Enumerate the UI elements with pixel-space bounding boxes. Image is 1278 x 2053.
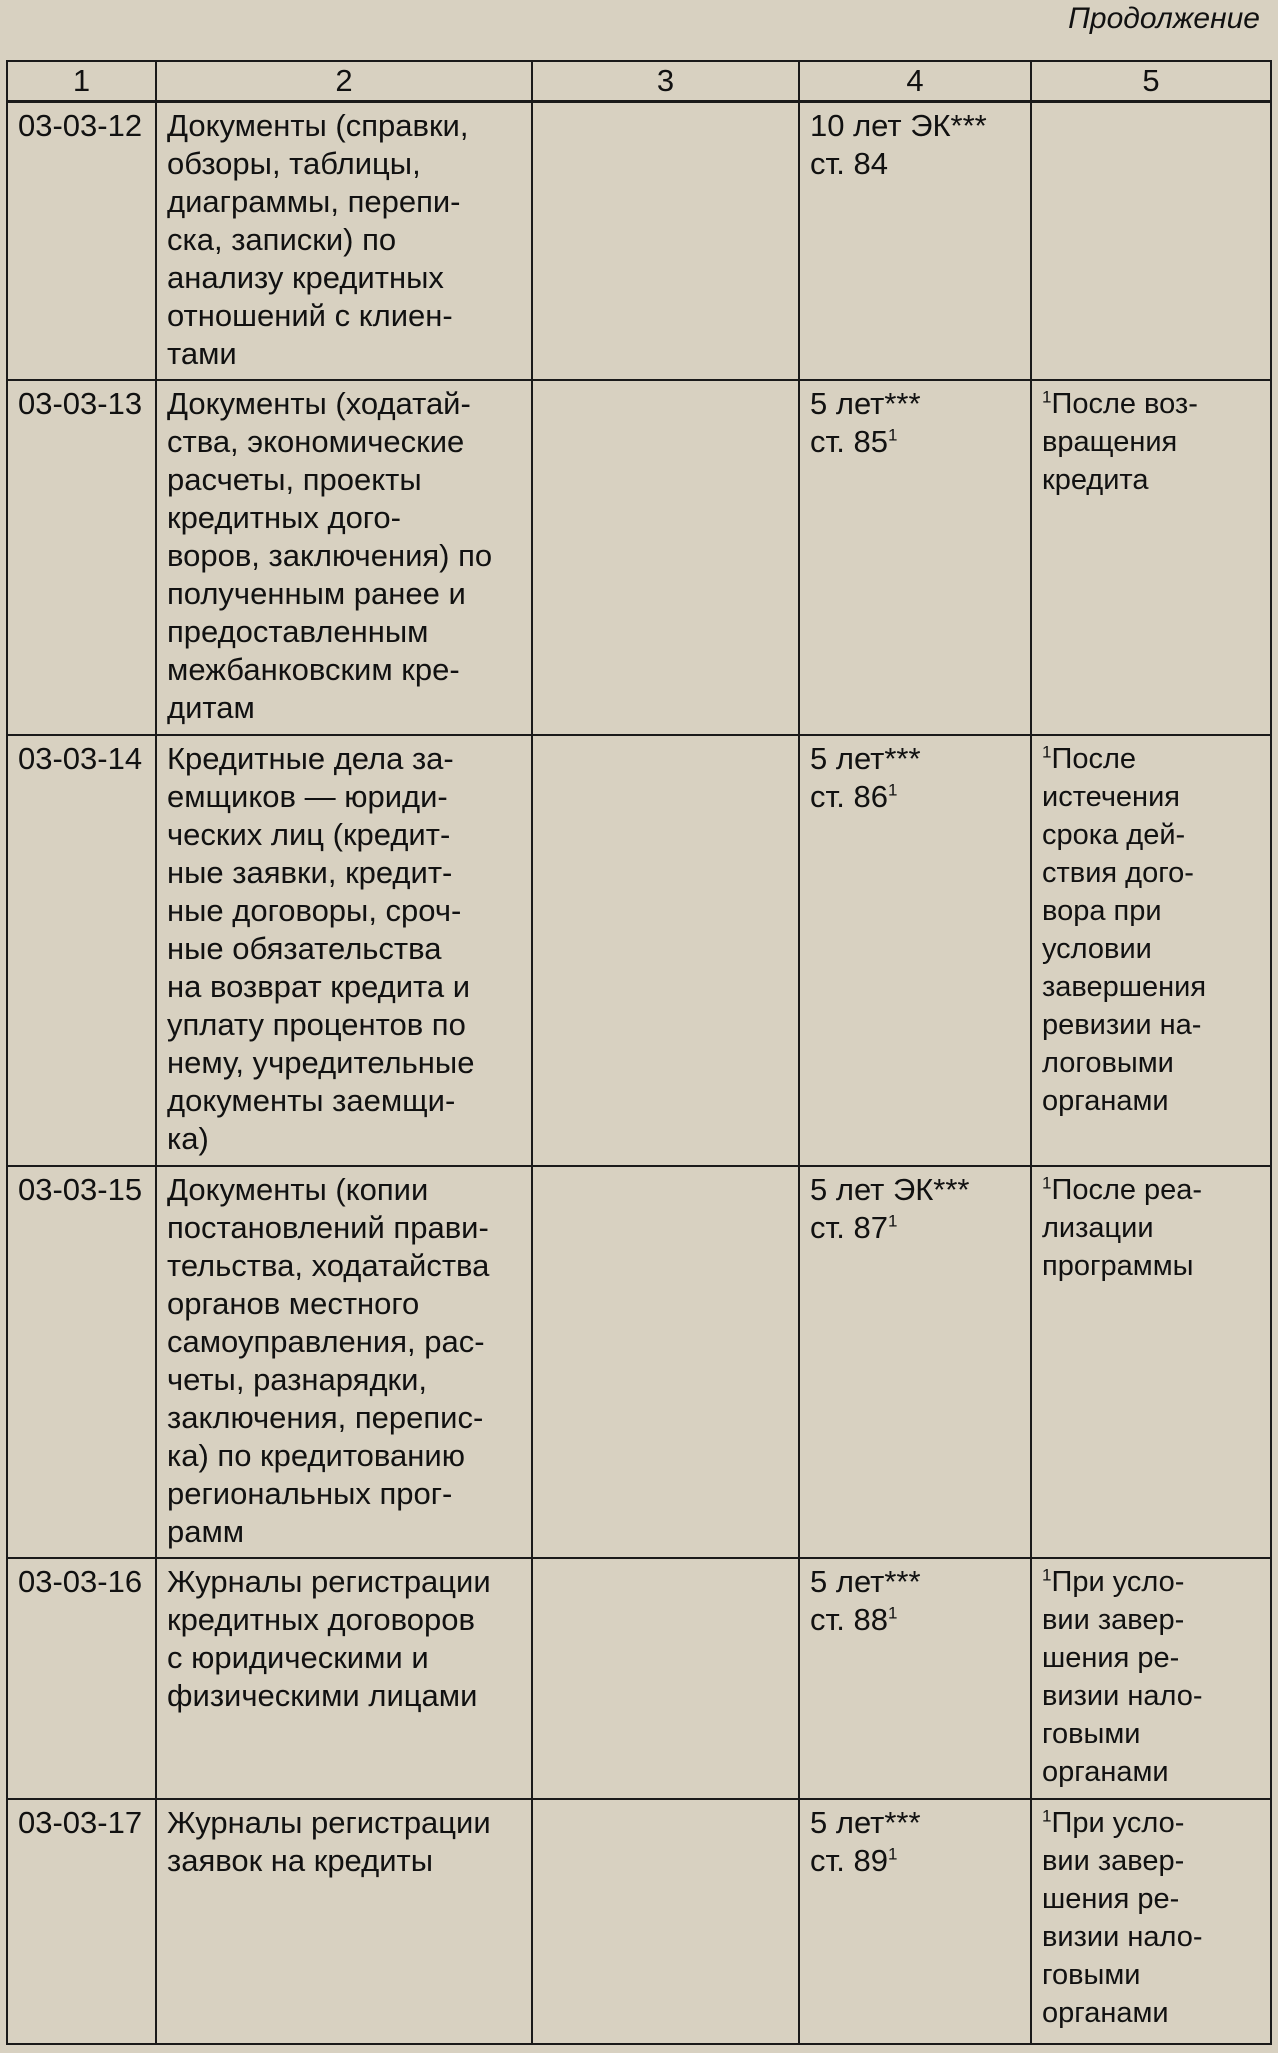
article-number: ст. 85 [810,424,888,460]
article-reference [810,778,1020,816]
note-text: лизации [1042,1211,1154,1244]
note-text: ревизии на- [1042,1008,1202,1041]
note-line [1042,1956,1260,1994]
record-col3 [532,380,799,735]
table-row [7,102,1271,381]
note-footnote-mark: 1 [1042,1805,1052,1825]
note-line [1042,461,1260,499]
record-col3 [532,1166,799,1559]
retention-term: 5 лет*** [810,386,921,422]
note-footnote-mark: 1 [1042,1565,1052,1585]
record-retention [799,735,1031,1166]
note-line [1042,740,1260,778]
description-line: уплату процентов по [167,1006,466,1042]
retention-term: 10 лет ЭК*** [810,108,987,143]
note-line [1042,778,1260,816]
note-footnote-mark: 1 [1042,387,1052,407]
note-text: органами [1042,1996,1169,2029]
record-description [156,735,532,1166]
note-text: ствия дого- [1042,856,1194,889]
record-description [156,1799,532,2044]
note-line [1042,930,1260,968]
note-text: говыми [1042,1958,1141,1991]
note-line [1042,385,1260,423]
description-line: Журналы регистрации [167,1804,491,1840]
article-reference [810,1842,1020,1880]
description-line: анализу кредитных [167,260,444,295]
retention-term: 5 лет*** [810,1804,921,1840]
article-number: ст. 86 [810,778,888,814]
description-line: четы, разнарядки, [167,1361,428,1397]
record-retention [799,102,1031,381]
record-note [1031,1166,1271,1559]
note-text: говыми [1042,1718,1141,1751]
note-text: вращения [1042,426,1178,459]
continuation-caption: Продолжение [1068,2,1260,35]
description-line: ные обязательства [167,930,442,966]
description-line: тами [167,336,237,371]
note-line [1042,892,1260,930]
note-text: визии нало- [1042,1680,1203,1713]
record-col3 [532,1799,799,2044]
record-note [1031,1558,1271,1798]
note-line [1042,1842,1260,1880]
article-number: ст. 88 [810,1602,888,1638]
note-text: вии завер- [1042,1604,1185,1637]
record-retention [799,1799,1031,2044]
record-col3 [532,102,799,381]
record-note [1031,102,1271,381]
description-line: на возврат кредита и [167,968,471,1004]
note-line [1042,423,1260,461]
description-line: органов местного [167,1285,420,1321]
note-text: кредита [1042,464,1149,497]
table-row [7,1799,1271,2044]
article-reference [810,145,1020,183]
description-line: дитам [167,690,255,726]
record-description [156,102,532,381]
description-line: ка) по кредитованию [167,1437,465,1473]
record-note [1031,380,1271,735]
record-note [1031,1799,1271,2044]
note-line [1042,1804,1260,1842]
record-description [156,1166,532,1559]
table-row [7,380,1271,735]
description-line: обзоры, таблицы, [167,146,421,181]
description-line: тельства, ходатайства [167,1247,490,1283]
note-text: шения ре- [1042,1882,1180,1915]
header-row [7,61,1271,102]
note-footnote-mark: 1 [1042,742,1052,762]
records-table [6,60,1272,2045]
note-line [1042,1601,1260,1639]
article-number: ст. 89 [810,1842,888,1878]
record-col3 [532,735,799,1166]
description-line: ка) [167,1120,209,1156]
description-line: с юридическими и [167,1640,429,1676]
note-text: срока дей- [1042,818,1186,851]
note-line [1042,1563,1260,1601]
column-header: 3 [532,61,799,102]
note-text: программы [1042,1249,1194,1282]
note-line [1042,1171,1260,1209]
note-text: истечения [1042,780,1180,813]
description-line: воров, заключения) по [167,538,493,574]
record-code: 03-03-17 [7,1799,156,2044]
column-header: 5 [1031,61,1271,102]
article-footnote-mark: 1 [887,1603,898,1623]
record-col3 [532,1558,799,1798]
description-line: рамм [167,1513,245,1549]
note-text: вии завер- [1042,1844,1185,1877]
retention-term: 5 лет*** [810,1564,921,1600]
description-line: емщиков — юриди- [167,778,448,814]
description-line: региональных прог- [167,1475,453,1511]
record-code: 03-03-16 [7,1558,156,1798]
article-reference [810,1601,1020,1639]
note-line [1042,1082,1260,1120]
retention-term: 5 лет*** [810,740,921,776]
record-description [156,1558,532,1798]
article-footnote-mark: 1 [887,426,898,446]
note-text: После воз- [1051,388,1198,421]
note-footnote-mark: 1 [1042,1172,1052,1192]
description-line: Документы (справки, [167,108,469,143]
description-line: ска, записки) по [167,222,397,257]
description-line: заключения, перепис- [167,1399,484,1435]
record-retention [799,380,1031,735]
description-line: предоставленным [167,614,429,650]
note-text: органами [1042,1756,1169,1789]
description-line: самоуправления, рас- [167,1323,485,1359]
description-line: ные договоры, сроч- [167,892,462,928]
column-header: 2 [156,61,532,102]
note-text: При усло- [1051,1566,1185,1599]
table-row [7,735,1271,1166]
description-line: нему, учредительные [167,1044,475,1080]
description-line: ства, экономические [167,424,465,460]
note-line [1042,1715,1260,1753]
note-line [1042,1044,1260,1082]
note-line [1042,816,1260,854]
description-line: межбанковским кре- [167,652,460,688]
article-number: ст. 87 [810,1209,888,1245]
note-line [1042,968,1260,1006]
description-line: документы заемщи- [167,1082,456,1118]
note-text: вора при [1042,894,1162,927]
record-code: 03-03-15 [7,1166,156,1559]
note-line [1042,1880,1260,1918]
note-text: После [1051,742,1136,775]
description-line: ные заявки, кредит- [167,854,453,890]
note-text: шения ре- [1042,1642,1180,1675]
description-line: полученным ранее и [167,576,466,612]
description-line: диаграммы, перепи- [167,184,461,219]
article-footnote-mark: 1 [887,780,898,800]
note-line [1042,854,1260,892]
record-retention [799,1166,1031,1559]
record-description [156,380,532,735]
record-code: 03-03-14 [7,735,156,1166]
note-text: После реа- [1051,1173,1203,1206]
column-header: 1 [7,61,156,102]
note-text: визии нало- [1042,1920,1203,1953]
article-reference [810,423,1020,461]
record-code: 03-03-12 [7,102,156,381]
description-line: Журналы регистрации [167,1564,491,1600]
table-row [7,1166,1271,1559]
article-footnote-mark: 1 [887,1844,898,1864]
article-reference [810,1209,1020,1247]
note-line [1042,1918,1260,1956]
note-line [1042,1247,1260,1285]
note-line [1042,1209,1260,1247]
note-line [1042,1753,1260,1791]
description-line: кредитных дого- [167,500,401,536]
record-note [1031,735,1271,1166]
description-line: физическими лицами [167,1678,478,1714]
column-header: 4 [799,61,1031,102]
description-line: отношений с клиен- [167,298,453,333]
note-text: завершения [1042,970,1207,1003]
description-line: заявок на кредиты [167,1842,433,1878]
note-text: условии [1042,932,1152,965]
description-line: Документы (копии [167,1171,429,1207]
description-line: ческих лиц (кредит- [167,816,451,852]
note-text: логовыми [1042,1046,1174,1079]
record-code: 03-03-13 [7,380,156,735]
retention-term: 5 лет ЭК*** [810,1171,970,1207]
note-text: При усло- [1051,1806,1185,1839]
note-line [1042,1677,1260,1715]
note-line [1042,1639,1260,1677]
table-row [7,1558,1271,1798]
description-line: постановлений прави- [167,1209,489,1245]
description-line: кредитных договоров [167,1602,475,1638]
article-number: ст. 84 [810,146,888,181]
description-line: Документы (ходатай- [167,386,471,422]
article-footnote-mark: 1 [887,1211,898,1231]
note-line [1042,1994,1260,2032]
description-line: Кредитные дела за- [167,740,454,776]
record-retention [799,1558,1031,1798]
note-text: органами [1042,1084,1169,1117]
description-line: расчеты, проекты [167,462,422,498]
note-line [1042,1006,1260,1044]
